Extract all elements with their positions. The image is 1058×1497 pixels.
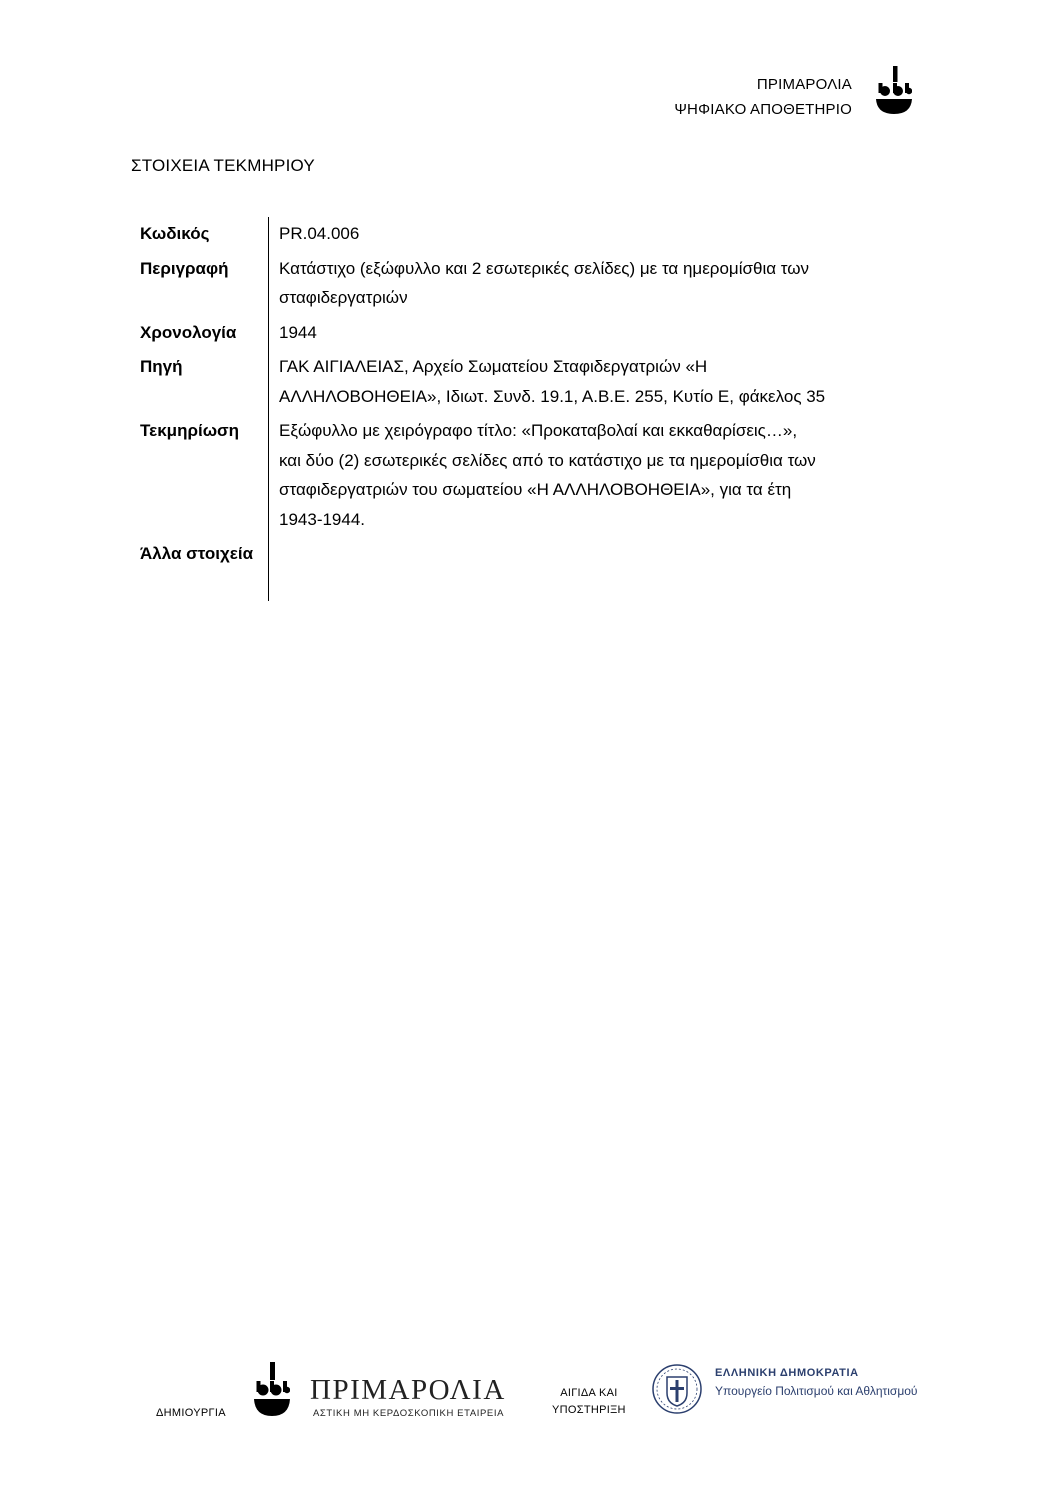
value-line: PR.04.006 [279,224,360,243]
metadata-row-date [140,316,930,351]
metadata-row-code [140,217,930,252]
support-label [552,1385,626,1419]
metadata-row-documentation [140,414,930,537]
metadata-label: Χρονολογία [140,322,237,342]
metadata-row-description [140,252,930,316]
support-label-line-1: ΑΙΓΙΔΑ ΚΑΙ [560,1387,618,1399]
value-line: Εξώφυλλο με χειρόγραφο τίτλο: «Προκαταβολαί και εκκαθαρίσεις…», [279,421,798,440]
value-line: σταφιδεργατριών [279,288,408,307]
metadata-label: Κωδικός [140,224,210,243]
value-line: Κατάστιχο (εξώφυλλο και 2 εσωτερικές σελίδες) με τα ημερομίσθια των [279,258,810,278]
metadata-row-other [140,537,930,601]
metadata-label: Τεκμηρίωση [140,421,240,440]
value-line: ΑΛΛΗΛΟΒΟΗΘΕΙΑ», Ιδιωτ. Συνδ. 19.1, Α.Β.Ε. 255, Κυτίο Ε, φάκελος 35 [279,386,826,406]
gov-ministry: Υπουργείο Πολιτισμού και Αθλητισμού [715,1384,918,1398]
metadata-value [268,217,930,252]
metadata-label: Πηγή [140,357,183,376]
value-line: ΓΑΚ ΑΙΓΙΑΛΕΙΑΣ, Αρχείο Σωματείου Σταφιδεργατριών «Η [279,357,708,376]
value-line: σταφιδεργατριών του σωματείου «Η ΑΛΛΗΛΟΒΟΗΘΕΙΑ», για τα έτη [279,480,792,499]
primarolia-footer-logo-icon [254,1362,290,1416]
greek-coat-of-arms-icon [651,1363,703,1415]
footer-brand-subtitle: ΑΣΤΙΚΗ ΜΗ ΚΕΡΔΟΣΚΟΠΙΚΗ ΕΤΑΙΡΕΙΑ [313,1408,505,1419]
metadata-label: Άλλα στοιχεία [140,544,254,563]
section-title: ΣΤΟΙΧΕΙΑ ΤΕΚΜΗΡΙΟΥ [131,156,315,175]
header-subtitle: ΨΗΦΙΑΚΟ ΑΠΟΘΕΤΗΡΙΟ [674,101,852,118]
primarolia-logo-icon [876,66,912,114]
metadata-value [268,414,930,537]
header-org-name: ΠΡΙΜΑΡΟΛΙΑ [756,76,852,93]
metadata-value [268,316,930,351]
metadata-label: Περιγραφή [140,258,229,278]
gov-title: ΕΛΛΗΝΙΚΗ ΔΗΜΟΚΡΑΤΙΑ [715,1367,859,1379]
support-label-line-2: ΥΠΟΣΤΗΡΙΞΗ [552,1404,626,1416]
repository-header [674,72,852,122]
footer-brand-name: ΠΡΙΜΑΡΟΛΙΑ [310,1374,506,1406]
metadata-table [140,217,930,601]
creation-label: ΔΗΜΙΟΥΡΓΙΑ [156,1407,226,1419]
metadata-value [268,350,930,414]
metadata-value [268,537,930,601]
metadata-row-source [140,350,930,414]
metadata-value [268,252,930,316]
value-line: και δύο (2) εσωτερικές σελίδες από το κατάστιχο με τα ημερομίσθια των [279,450,816,470]
value-line: 1944 [279,322,317,342]
value-line: 1943-1944. [279,509,366,529]
